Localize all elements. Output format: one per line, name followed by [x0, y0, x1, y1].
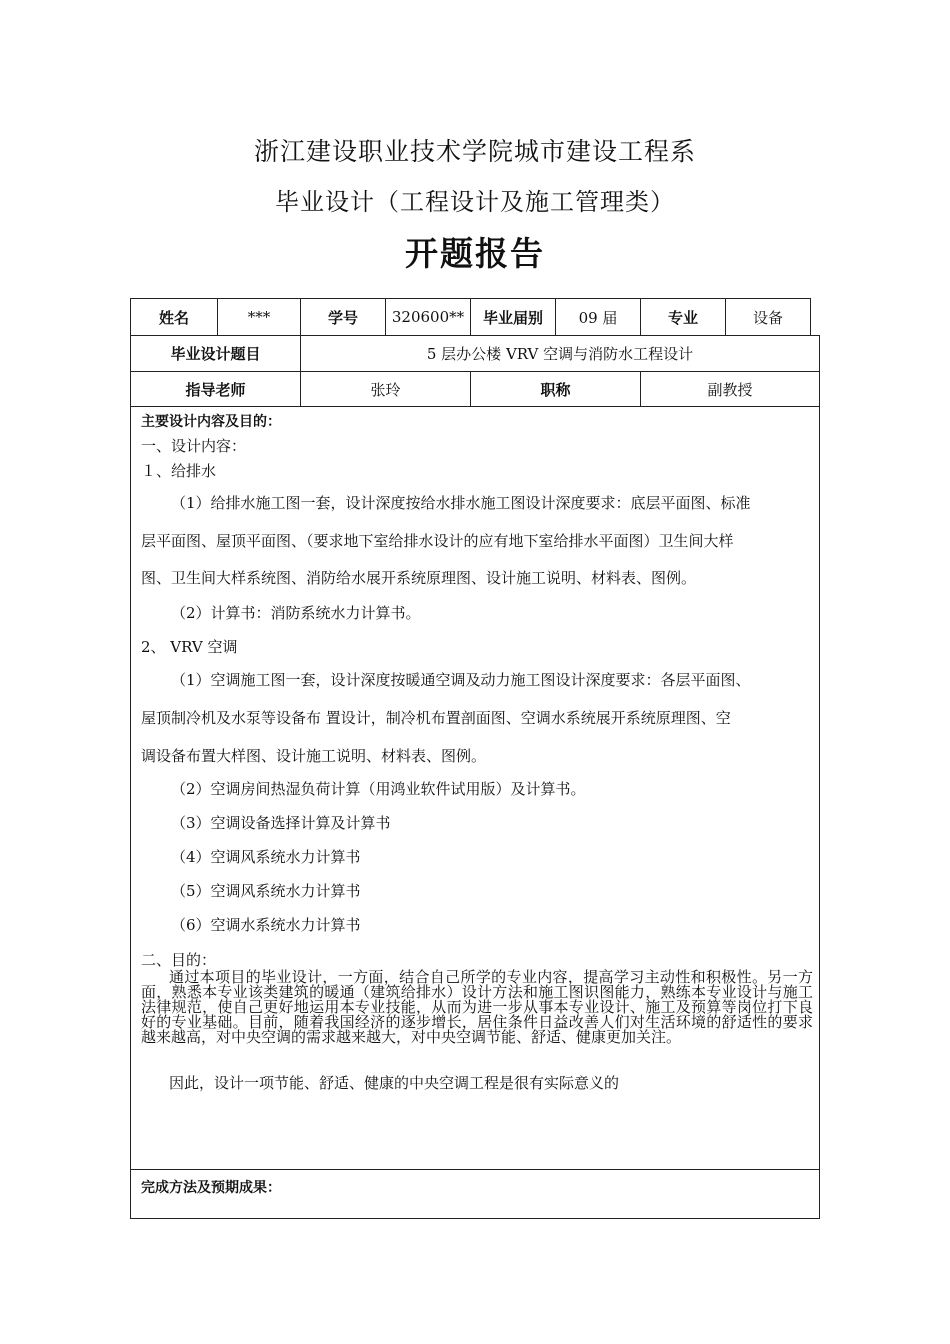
vrv-line-7: （5）空调风系统水力计算书	[171, 882, 361, 900]
water-supply-line-2: 层平面图、屋顶平面图、（要求地下室给排水设计的应有地下室给排水平面图）卫生间大样	[141, 532, 734, 550]
purpose-heading: 二、目的：	[141, 951, 217, 969]
water-supply-line-1: （1）给排水施工图一套，设计深度按给水排水施工图设计深度要求：底层平面图、标准	[171, 494, 751, 512]
water-supply-line-4: （2）计算书：消防系统水力计算书。	[171, 604, 421, 622]
vrv-line-5: （3）空调设备选择计算及计算书	[171, 814, 391, 832]
vrv-line-6: （4）空调风系统水力计算书	[171, 848, 361, 866]
purpose-paragraph-1: 通过本项目的毕业设计，一方面，结合自己所学的专业内容，提高学习主动性和积极性。另一方面，熟悉本专业该类建筑的暖通（建筑给排水）设计方法和施工图识图能力，熟练本专业设计与施工法律规范，使自己更好地运用本专业技能，从而为进一步从事本专业设计、施工及预算等岗位打下良好的专业基础。目前，随着我国经济的逐步增长，居住条件日益改善人们对生活环境的舒适性的要求越来越高，对中央空调的需求越来越大，对中央空调节能、舒适、健康更加关注。	[141, 968, 813, 1046]
major-label: 专业	[640, 298, 726, 336]
school-title: 浙江建设职业技术学院城市建设工程系	[253, 137, 696, 166]
name-value: ***	[217, 298, 301, 336]
design-content-heading: 一、设计内容：	[141, 437, 247, 455]
vrv-heading: 2、 VRV 空调	[141, 638, 238, 656]
water-supply-heading: １、给排水	[141, 462, 217, 480]
title-rank-value: 副教授	[640, 371, 820, 407]
advisor-value: 张玲	[300, 371, 471, 407]
topic-value: 5 层办公楼 VRV 空调与消防水工程设计	[300, 335, 820, 372]
report-title: 开题报告	[405, 234, 545, 273]
vrv-line-8: （6）空调水系统水力计算书	[171, 916, 361, 934]
purpose-paragraph-2: 因此，设计一项节能、舒适、健康的中央空调工程是很有实际意义的	[169, 1074, 620, 1092]
water-supply-line-3: 图、卫生间大样系统图、消防给水展开系统原理图、设计施工说明、材料表、图例。	[141, 569, 697, 587]
title-rank-label: 职称	[470, 371, 641, 407]
vrv-line-3: 调设备布置大样图、设计施工说明、材料表、图例。	[141, 747, 487, 765]
advisor-label: 指导老师	[130, 371, 301, 407]
major-value: 设备	[725, 298, 811, 336]
student-id-value: 320600**	[385, 298, 471, 336]
content-heading: 主要设计内容及目的：	[141, 414, 281, 430]
vrv-line-4: （2）空调房间热湿负荷计算（用鸿业软件试用版）及计算书。	[171, 780, 586, 798]
topic-label: 毕业设计题目	[130, 335, 301, 372]
vrv-line-2: 屋顶制冷机及水泵等设备布 置设计，制冷机布置剖面图、空调水系统展开系统原理图、空	[141, 709, 731, 727]
methods-heading: 完成方法及预期成果：	[141, 1180, 281, 1196]
methods-box	[130, 1169, 820, 1219]
document-subtitle: 毕业设计（工程设计及施工管理类）	[275, 188, 675, 216]
graduation-year-value: 09 届	[555, 298, 641, 336]
student-id-label: 学号	[300, 298, 386, 336]
design-content-box	[130, 406, 820, 1170]
graduation-year-label: 毕业届别	[470, 298, 556, 336]
name-label: 姓名	[130, 298, 218, 336]
vrv-line-1: （1）空调施工图一套，设计深度按暖通空调及动力施工图设计深度要求：各层平面图、	[171, 671, 751, 689]
